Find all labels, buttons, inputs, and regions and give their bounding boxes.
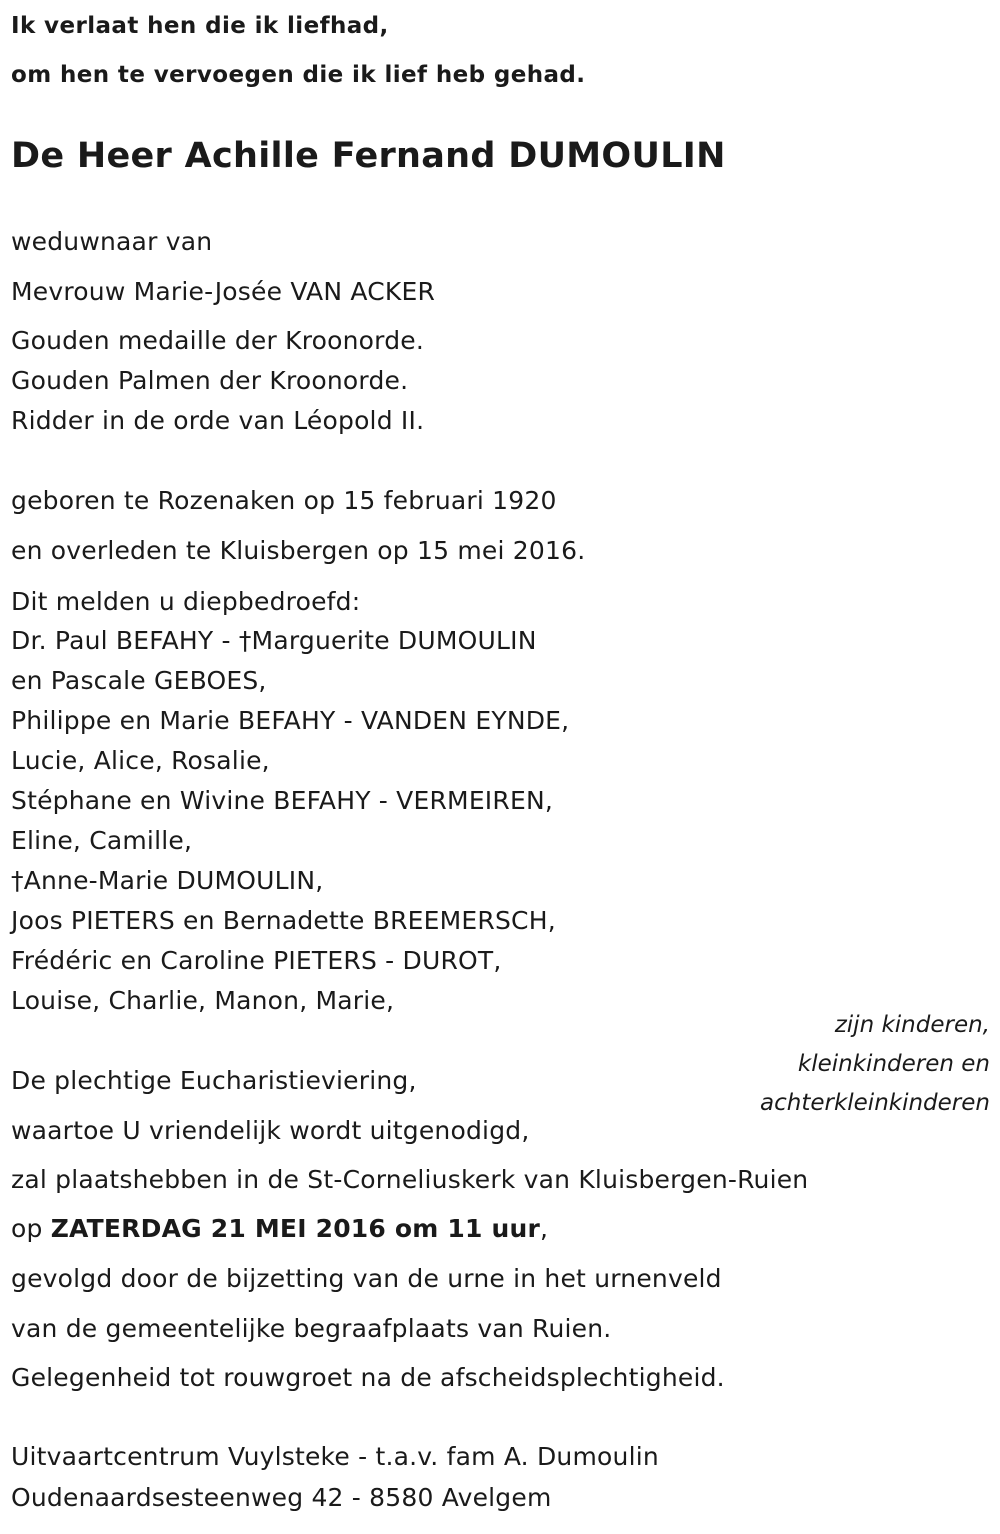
family-line: Eline, Camille, (11, 826, 193, 855)
spouse-name: Mevrouw Marie-Josée VAN ACKER (11, 277, 436, 306)
honor-line: Gouden Palmen der Kroonorde. (11, 366, 409, 395)
family-line: Joos PIETERS en Bernadette BREEMERSCH, (11, 906, 556, 935)
death-line: en overleden te Kluisbergen op 15 mei 2016. (11, 536, 586, 565)
relation-line: kleinkinderen en (797, 1051, 990, 1077)
ceremony-line: De plechtige Eucharistieviering, (11, 1066, 417, 1095)
family-line: en Pascale GEBOES, (11, 666, 267, 695)
ceremony-line: gevolgd door de bijzetting van de urne in het urnenveld (11, 1264, 722, 1293)
family-line: Louise, Charlie, Manon, Marie, (11, 986, 395, 1015)
quote-line-1: Ik verlaat hen die ik liefhad, (11, 13, 389, 39)
date-prefix: op (11, 1214, 51, 1243)
family-line: Dr. Paul BEFAHY - †Marguerite DUMOULIN (11, 626, 537, 655)
ceremony-line: zal plaatshebben in de St-Corneliuskerk van Kluisbergen-Ruien (11, 1165, 809, 1194)
family-relation (760, 1006, 990, 1123)
ceremony-line: Gelegenheid tot rouwgroet na de afscheidsplechtigheid. (11, 1363, 725, 1392)
family-intro: Dit melden u diepbedroefd: (11, 587, 361, 616)
ceremony-date-line (11, 1214, 548, 1244)
date-suffix: , (540, 1214, 549, 1243)
deceased-name: De Heer Achille Fernand DUMOULIN (11, 136, 726, 176)
relation-line: achterkleinkinderen (760, 1090, 990, 1116)
honor-line: Gouden medaille der Kroonorde. (11, 326, 425, 355)
honor-line: Ridder in de orde van Léopold II. (11, 406, 425, 435)
relation-line: zijn kinderen, (834, 1012, 990, 1038)
family-line: †Anne-Marie DUMOULIN, (11, 866, 324, 895)
ceremony-line: van de gemeentelijke begraafplaats van Ruien. (11, 1314, 612, 1343)
family-line: Lucie, Alice, Rosalie, (11, 746, 270, 775)
birth-line: geboren te Rozenaken op 15 februari 1920 (11, 486, 557, 515)
ceremony-line: waartoe U vriendelijk wordt uitgenodigd, (11, 1116, 530, 1145)
address-line: Oudenaardsesteenweg 42 - 8580 Avelgem (11, 1483, 552, 1512)
family-line: Philippe en Marie BEFAHY - VANDEN EYNDE, (11, 706, 570, 735)
ceremony-date: ZATERDAG 21 MEI 2016 om 11 uur (50, 1214, 541, 1243)
family-line: Frédéric en Caroline PIETERS - DUROT, (11, 946, 502, 975)
quote-line-2: om hen te vervoegen die ik lief heb gehad. (11, 62, 586, 88)
family-line: Stéphane en Wivine BEFAHY - VERMEIREN, (11, 786, 553, 815)
spouse-intro: weduwnaar van (11, 227, 213, 256)
address-line: Uitvaartcentrum Vuylsteke - t.a.v. fam A. Dumoulin (11, 1442, 659, 1471)
